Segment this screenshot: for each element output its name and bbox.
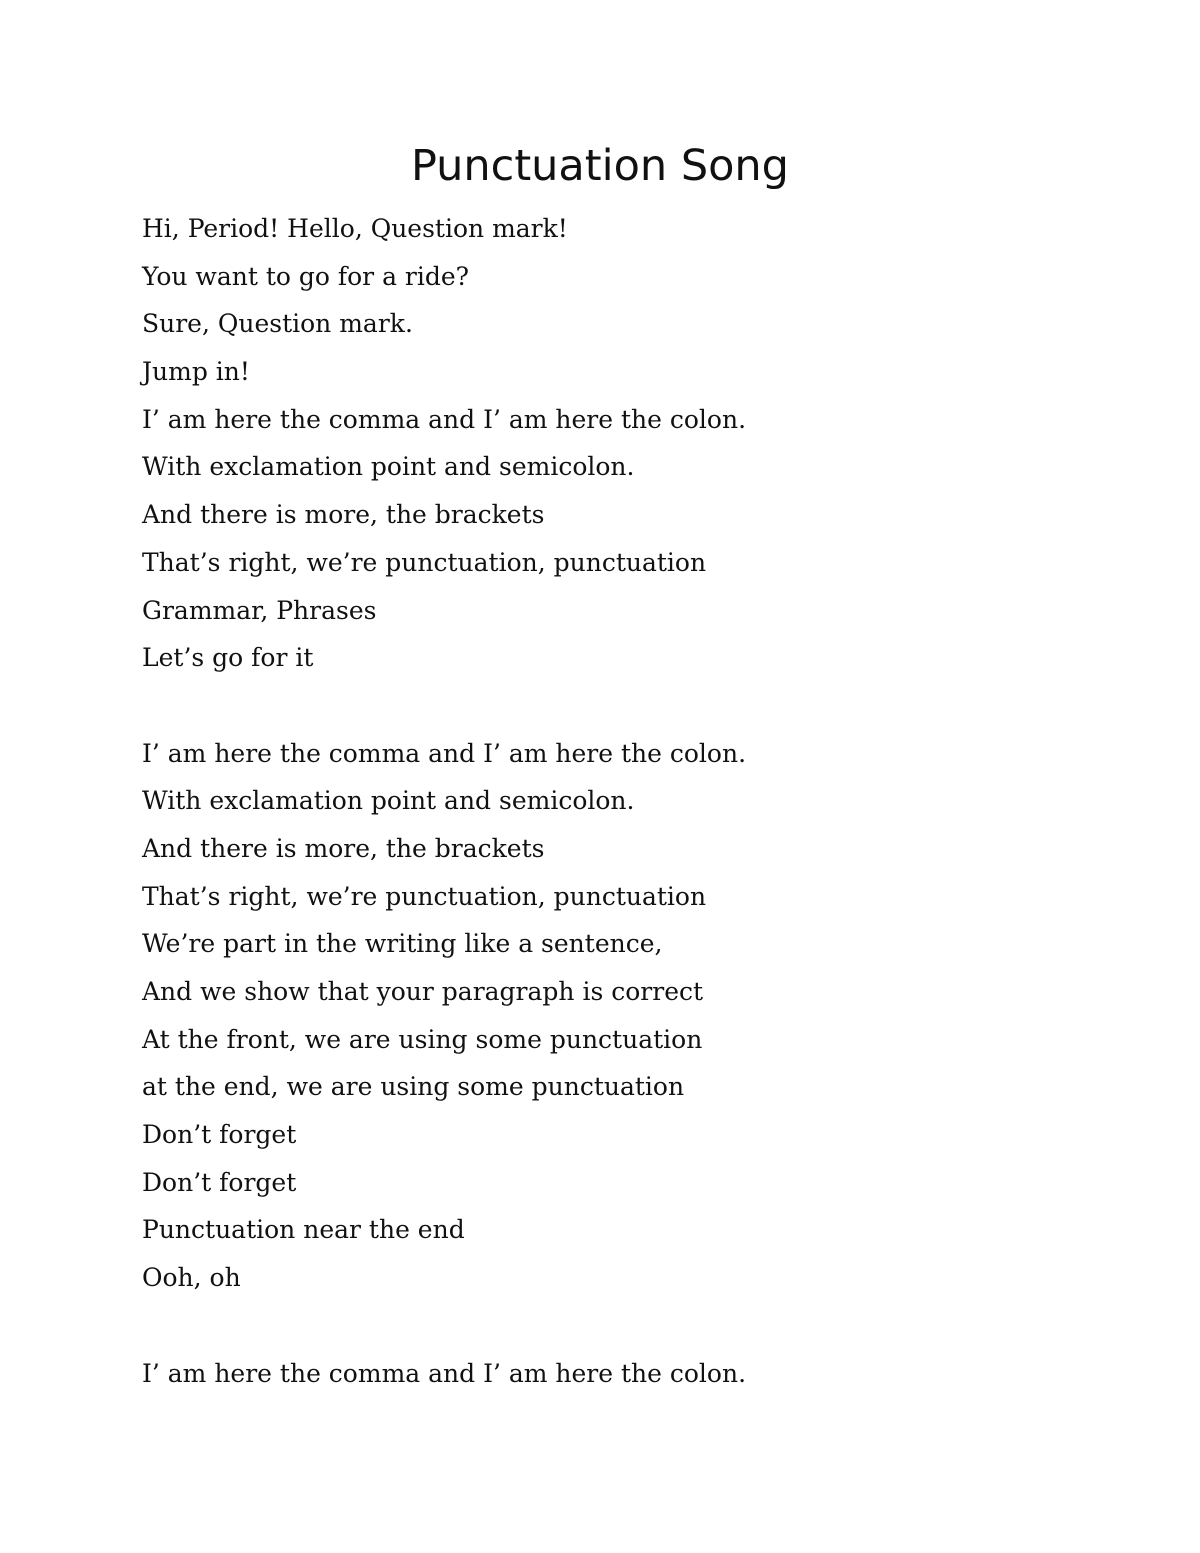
lyric-line: Don’t forget	[142, 1167, 297, 1197]
lyric-line: Hi, Period! Hello, Question mark!	[142, 214, 568, 243]
lyric-line: You want to go for a ride?	[142, 261, 470, 291]
lyric-line: Don’t forget	[142, 1120, 297, 1150]
lyric-line: Punctuation near the end	[142, 1215, 465, 1245]
lyric-line: At the front, we are using some punctuation	[142, 1024, 703, 1054]
lyric-line: That’s right, we’re punctuation, punctuation	[142, 881, 707, 911]
lyric-line: Jump in!	[142, 357, 250, 387]
document-title: Punctuation Song	[411, 141, 789, 191]
lyric-line: I’ am here the comma and I’ am here the colon.	[142, 404, 747, 434]
lyric-line: Ooh, oh	[142, 1263, 241, 1293]
lyric-line: Grammar, Phrases	[142, 595, 377, 625]
lyrics-body	[142, 205, 1142, 1397]
lyric-line: Let’s go for it	[142, 643, 314, 673]
lyric-line: That’s right, we’re punctuation, punctuation	[142, 547, 707, 577]
lyric-line: With exclamation point and semicolon.	[142, 786, 635, 816]
lyric-line: And there is more, the brackets	[142, 500, 545, 530]
lyric-line: Sure, Question mark.	[142, 309, 413, 339]
lyric-line: And there is more, the brackets	[142, 833, 545, 863]
lyric-line: I’ am here the comma and I’ am here the colon.	[142, 1358, 747, 1388]
lyric-line: With exclamation point and semicolon.	[142, 452, 635, 482]
lyric-line: I’ am here the comma and I’ am here the colon.	[142, 738, 747, 768]
blank-line	[142, 1302, 1142, 1350]
lyric-line: We’re part in the writing like a sentence,	[142, 929, 663, 959]
blank-line	[142, 682, 1142, 730]
lyric-line: at the end, we are using some punctuation	[142, 1072, 685, 1102]
lyric-line: And we show that your paragraph is correct	[142, 977, 704, 1006]
